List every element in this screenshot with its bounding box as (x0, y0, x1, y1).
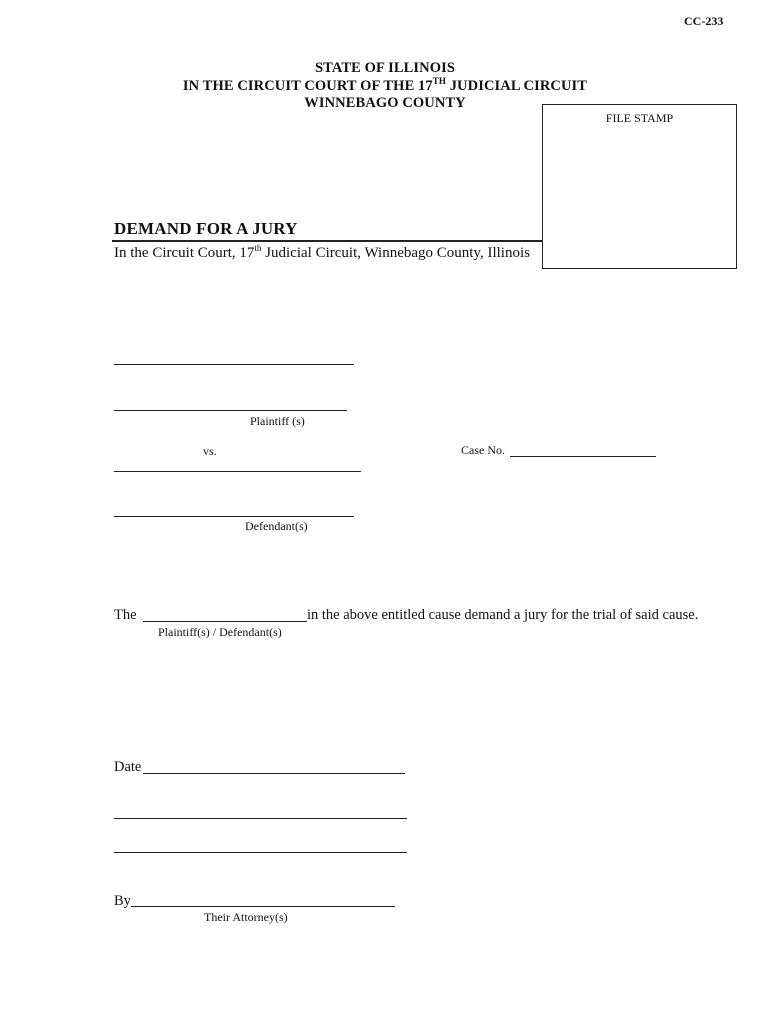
form-code: CC-233 (684, 14, 724, 28)
subtitle-suffix: Judicial Circuit, Winnebago County, Illinois (261, 245, 530, 261)
subtitle-prefix: In the Circuit Court, 17 (114, 245, 255, 261)
header-county: WINNEBAGO COUNTY (304, 95, 466, 111)
date-line[interactable] (143, 773, 405, 774)
attorney-label: Their Attorney(s) (204, 910, 288, 924)
case-no-line[interactable] (510, 456, 656, 457)
signature-line-2[interactable] (114, 852, 407, 853)
demand-text: in the above entitled cause demand a jury for the trial of said cause. (307, 607, 699, 623)
by-label: By (114, 893, 131, 909)
header-state: STATE OF ILLINOIS (314, 60, 456, 76)
vs-label: vs. (203, 444, 217, 458)
defendant-line-1[interactable] (114, 471, 361, 472)
plaintiff-label: Plaintiff (s) (250, 414, 305, 428)
file-stamp-label: FILE STAMP (605, 111, 674, 125)
form-title: DEMAND FOR A JURY (114, 219, 298, 238)
plaintiff-line-1[interactable] (114, 364, 354, 365)
defendant-label: Defendant(s) (245, 519, 308, 533)
defendant-line-2[interactable] (114, 516, 354, 517)
header-court-prefix: IN THE CIRCUIT COURT OF THE 17 (182, 77, 433, 94)
header-court (0, 76, 770, 95)
subtitle-superscript: th (254, 243, 262, 253)
header-court-suffix: JUDICIAL CIRCUIT (445, 77, 588, 94)
party-line[interactable] (143, 621, 307, 622)
subtitle (114, 243, 530, 262)
by-line[interactable] (131, 906, 395, 907)
header-court-superscript: TH (432, 76, 446, 86)
title-rule (112, 240, 543, 242)
signature-line-1[interactable] (114, 818, 407, 819)
date-label: Date (114, 759, 142, 775)
demand-lead: The (114, 607, 137, 623)
case-no-label: Case No. (461, 443, 505, 457)
file-stamp-box (542, 104, 737, 269)
party-hint-label: Plaintiff(s) / Defendant(s) (158, 625, 282, 639)
plaintiff-line-2[interactable] (114, 410, 347, 411)
